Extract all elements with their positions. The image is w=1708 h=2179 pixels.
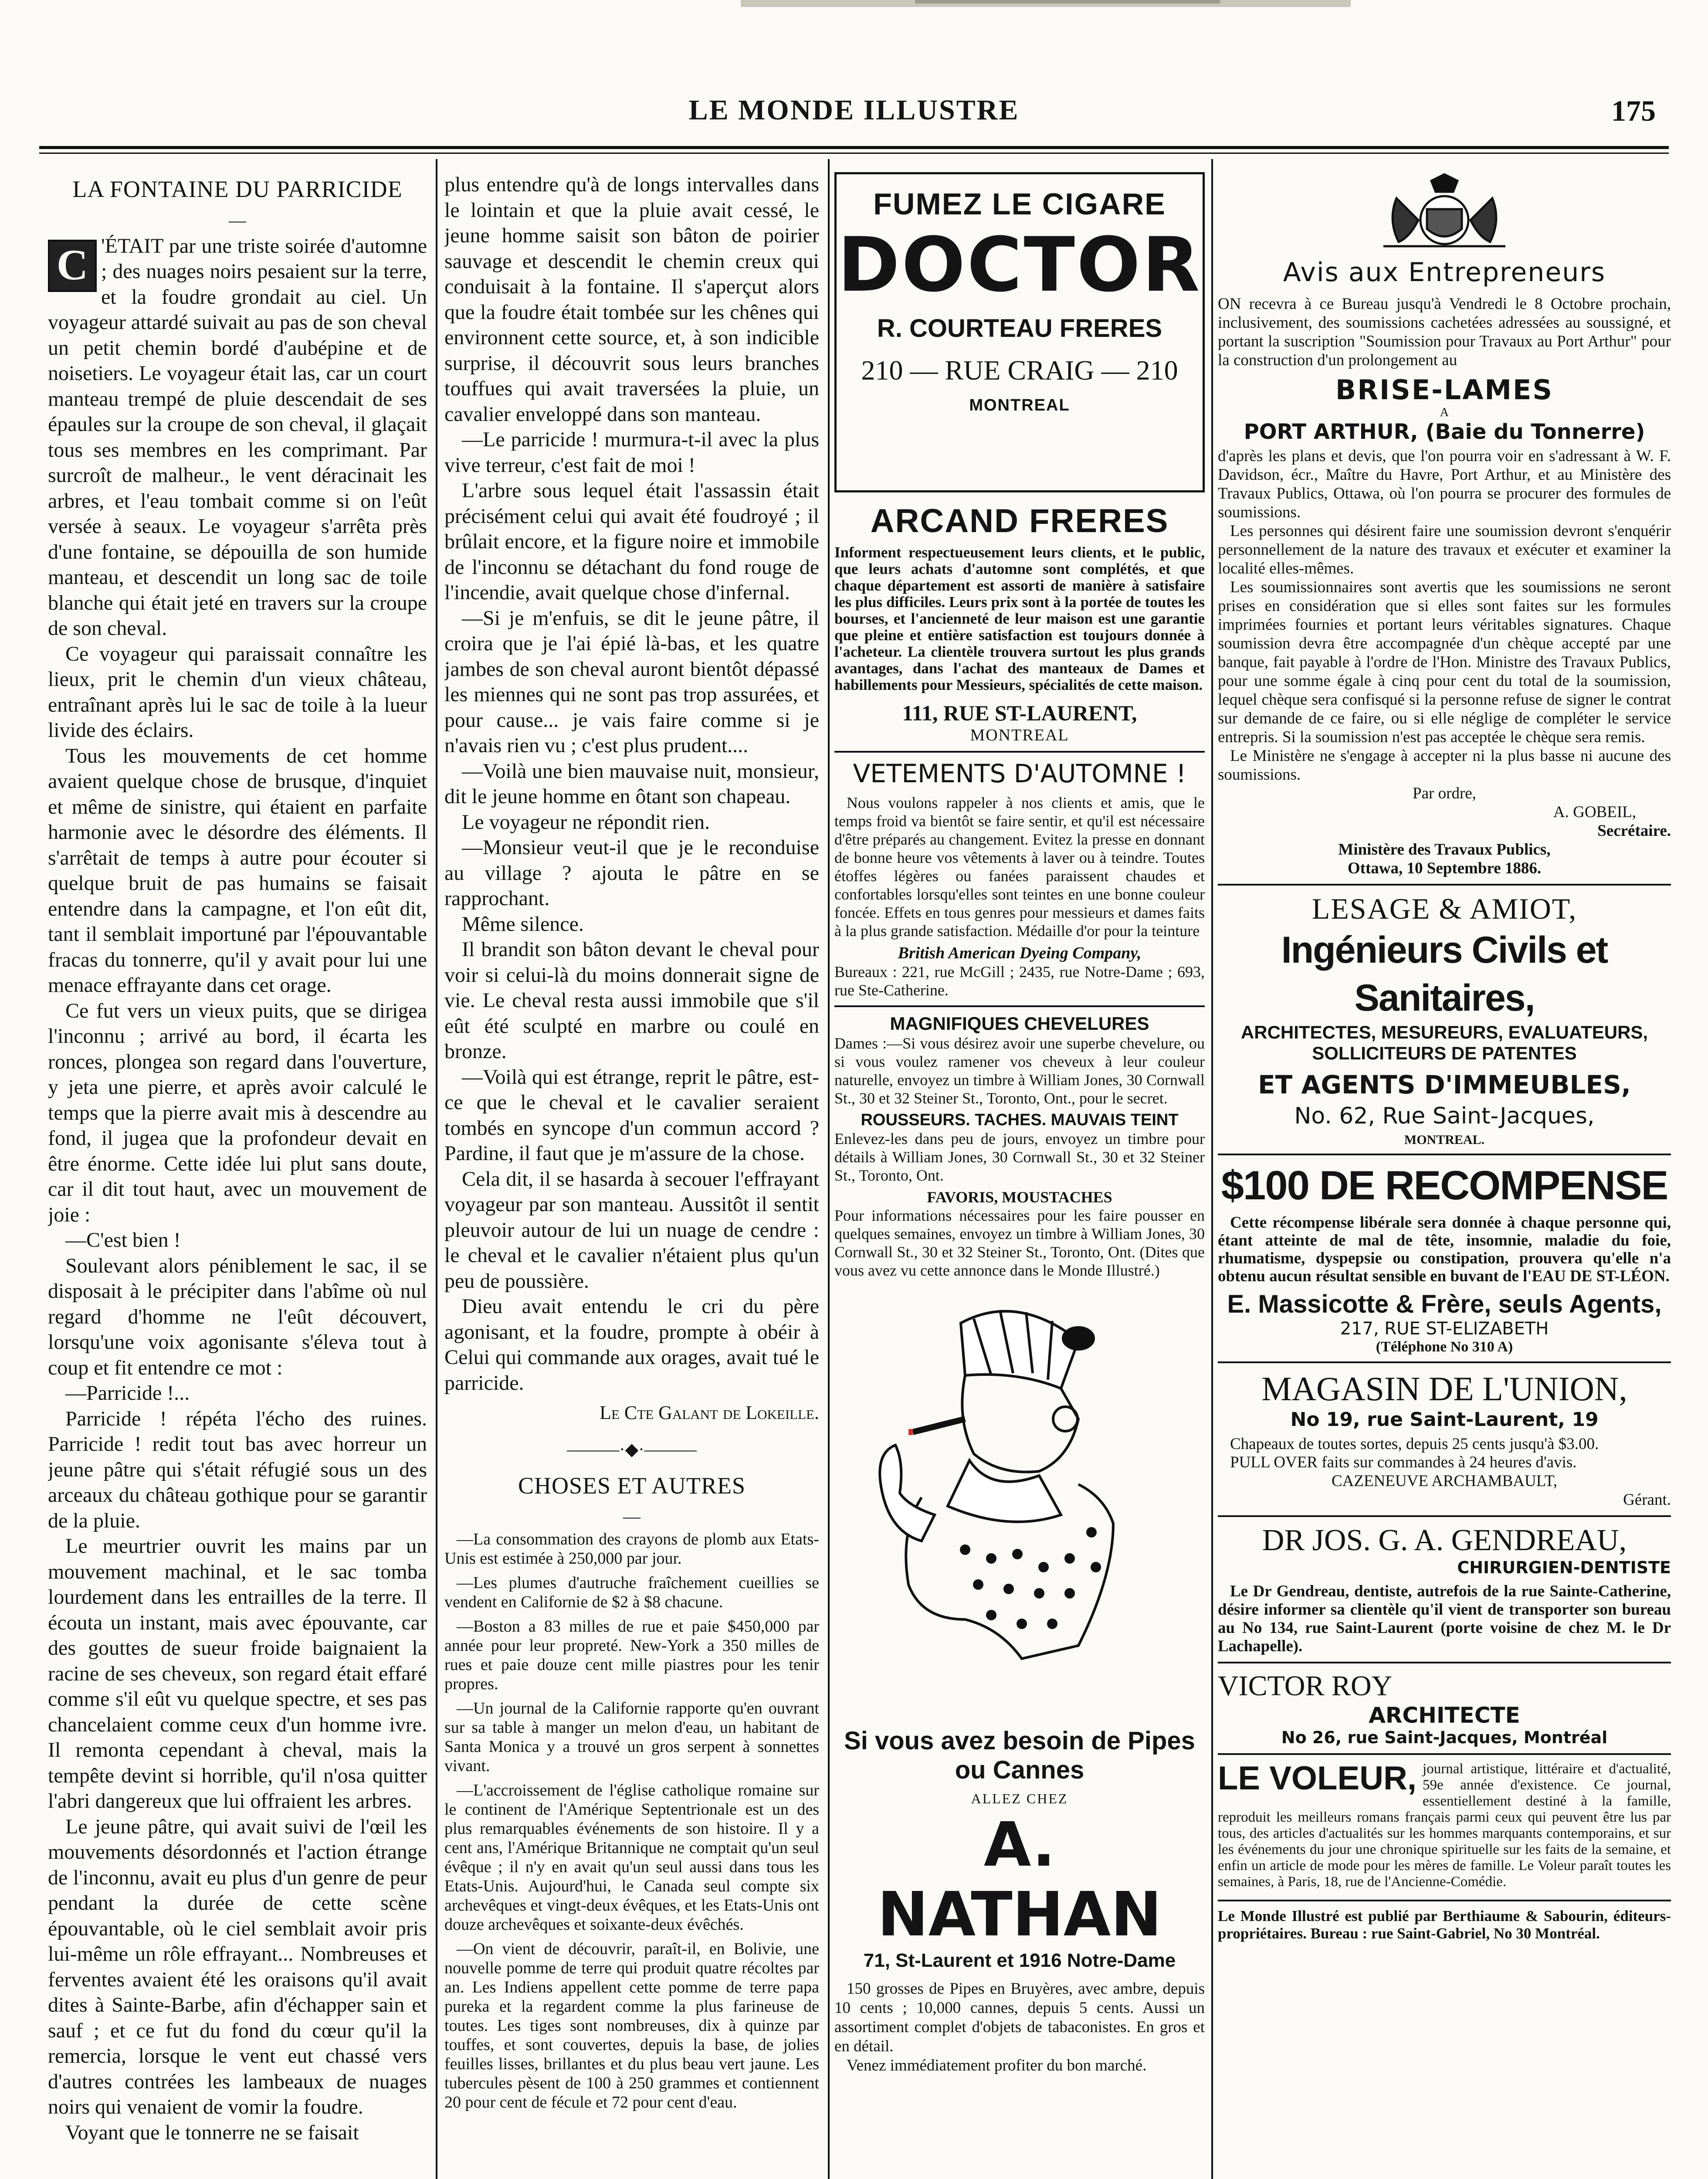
- story-signature: Le Cte Galant de Lokeille.: [600, 1402, 819, 1423]
- recompense-text: Cette récompense libérale sera donnée à chaque personne qui, étant atteinte de mal de tête, insomnie, maladie du foie, rhumatisme, dyspepsie ou constipation, prouvera qu'elle n'a obtenu aucun résultat sensible en buvant de l'EAU DE ST-LÉON.: [1218, 1214, 1671, 1285]
- voleur-ad: [1218, 1761, 1671, 1890]
- chevelures-title: MAGNIFIQUES CHEVELURES: [890, 1013, 1149, 1034]
- column-rule-1: [436, 159, 437, 2179]
- news-item: —Les plumes d'autruche fraîchement cueillies se vendent en Californie de $2 à $8 chacune.: [444, 1574, 819, 1611]
- paragraph: —C'est bien !: [65, 1229, 181, 1252]
- avis-text1: ON recevra à ce Bureau jusqu'à Vendredi le 8 Octobre prochain, inclusivement, des soumissions cachetées adressées au soussigné, et portant la suscription "Soumission pour Travaux au Port Arthur" pour la construction d'un prolongement au: [1218, 295, 1671, 369]
- voleur-text: journal artistique, littéraire et d'actualité, 59e année d'existence. Ce journal, essentiellement destiné à la famille, reproduit les meilleurs romans français parmi ceux qui peuvent être lus par tous, des articles d'actualités sur les hommes marquants contemporains, et sur les événements du jour une chronique spirituelle sur les faits de la semaine, et enfin un article de mode pour les mères de famille. Le Voleur paraît toutes les semaines, à Paris, 18, rue de l'Ancienne-Comédie.: [1218, 1761, 1671, 1890]
- gendreau-text: Le Dr Gendreau, dentiste, autrefois de la rue Sainte-Catherine, désire informer sa clientèle qu'il vient de transporter son bureau au No 134, rue Saint-Laurent (porte voisine de chez M. le Dr Lachapelle).: [1218, 1582, 1671, 1655]
- avis-big: BRISE-LAMES: [1335, 374, 1553, 406]
- arcand-title: ARCAND FRERES: [870, 502, 1169, 540]
- roy-ad: [1218, 1670, 1671, 1747]
- scan-noise-edge: [0, 0, 1708, 26]
- magasin-ad: [1218, 1369, 1671, 1509]
- roy-addr: No 26, rue Saint-Jacques, Montréal: [1281, 1728, 1608, 1747]
- nathan-text: 150 grosses de Pipes en Bruyères, avec ambre, depuis 10 cents ; 10,000 cannes, depuis 5 cents. Aussi un assortiment complet d'objets de tabaconistes. En gros et en détail.: [834, 1980, 1205, 2055]
- avis-a: A: [1440, 406, 1449, 419]
- lesage-city: MONTREAL.: [1404, 1133, 1485, 1147]
- paragraph: Ce fut vers un vieux puits, que se dirigea l'inconnu ; arrivé au bord, il écarta les ronces, plongea son regard dans l'ouverture, y jeta une pierre, et après avoir calculé le temps que la pierre avait mis à descendre au fond, il jugea que la profondeur devait en être énorme. Cette idée lui plut sans doute, car il dit tout haut, avec un mouvement de joie :: [48, 999, 427, 1226]
- paragraph: Voyant que le tonnerre ne se faisait: [65, 2121, 359, 2144]
- magasin-text: Chapeaux de toutes sortes, depuis 25 cents jusqu'à $3.00.: [1230, 1435, 1599, 1453]
- vetements-title: VETEMENTS D'AUTOMNE !: [853, 759, 1186, 788]
- avis-signer: A. GOBEIL,: [1553, 803, 1636, 821]
- paragraph: Le voyageur ne répondit rien.: [462, 810, 710, 834]
- news-item: —L'accroissement de l'église catholique romaine sur le continent de l'Amérique Septentrionale est un des plus remarquables événements de son histoire. Il y a cent ans, l'Amérique Britannique ne comptait qu'un seul évêque ; il n'y en avait qu'un seul aussi dans tous les Etats-Unis. Aujourd'hui, le Canada seul compte six archevêques et vingt-deux évêques, et les Etats-Unis ont douze archevêques et soixante-deux évêchés.: [444, 1781, 819, 1934]
- paragraph: —Parricide !...: [65, 1381, 190, 1405]
- paragraph: —Le parricide ! murmura-t-il avec la plus vive terreur, c'est fait de moi !: [444, 428, 819, 477]
- recompense-tel: (Téléphone No 310 A): [1376, 1339, 1513, 1355]
- news-item: —Un journal de la Californie rapporte qu'en ouvrant sur sa table à manger un melon d'eau, un habitant de Santa Monica y a trouvé un gros serpent à sonnettes vivant.: [444, 1699, 819, 1775]
- paragraph: plus entendre qu'à de longs intervalles dans le lointain et que la pluie avait cessé, le jeune homme saisit son bâton de poirier sauvage et descendit le chemin creux qui conduisait à la fontaine. Il s'aperçut alors que la foudre était tombée sur les chênes qui environnent cette source, et, à son indicible surprise, il découvrit sous leurs branches touffues qui avait traversées la pluie, un cavalier enveloppé dans son manteau.: [444, 173, 819, 426]
- chevelures-ad: [834, 1013, 1205, 1280]
- nathan-allez: ALLEZ CHEZ: [971, 1791, 1068, 1806]
- ad-separator: [1218, 884, 1671, 886]
- heading-ornament: —: [229, 210, 246, 230]
- cigar-city: MONTREAL: [969, 396, 1070, 414]
- avis-ad: [1218, 172, 1671, 878]
- paragraph: —Si je m'enfuis, se dit le jeune pâtre, il croira que je l'ai épié là-bas, et les quatre jambes de son cheval auront bientôt dépassé les miennes qui ne sont pas trop assurées, et pour cause... je vais faire comme si je n'avais rien vu ; c'est plus prudent....: [444, 606, 819, 757]
- nathan-headline: Si vous avez besoin de Pipes ou Cannes: [844, 1727, 1195, 1784]
- newspaper-title: LE MONDE ILLUSTRE: [688, 94, 1020, 126]
- recompense-agents: E. Massicotte & Frère, seuls Agents,: [1227, 1290, 1662, 1318]
- recompense-title: $100 DE RECOMPENSE: [1221, 1162, 1668, 1208]
- magasin-text2: PULL OVER faits sur commandes à 24 heures d'avis.: [1230, 1453, 1577, 1471]
- roy-sub: ARCHITECTE: [1369, 1703, 1520, 1728]
- ad-separator: [1218, 1662, 1671, 1663]
- header-rule: [39, 146, 1669, 149]
- cigar-maker: R. COURTEAU FRERES: [877, 314, 1162, 343]
- rousseurs-text: Enlevez-les dans peu de jours, envoyez un timbre pour détails à William Jones, 30 Cornwall St., 30 et 32 Steiner St., Toronto, Ont.: [834, 1130, 1205, 1184]
- avis-text3: Les personnes qui désirent faire une soumission devront s'enquérir personnellement de la nature des travaux et exécuter et examiner la localité elles-mêmes.: [1218, 522, 1671, 577]
- page-number: 175: [1611, 94, 1656, 127]
- arcand-city: MONTREAL: [970, 726, 1069, 744]
- news-item: —On vient de découvrir, paraît-il, en Bolivie, une nouvelle pomme de terre qui produit quatre récoltes par an. Les Indiens appellent cette pomme de terre papa pureka et la regardent comme la plus farineuse de toutes. Les tiges sont nombreuses, dix à quinze par touffes, et sont couvertes, depuis la base, de jolies feuilles lisses, brillantes et du plus beau vert jaune. Les tubercules pèsent de 100 à 250 grammes et contiennent 20 pour cent de fécule et 72 pour cent d'eau.: [444, 1940, 819, 2111]
- lesage-name: LESAGE & AMIOT,: [1312, 892, 1577, 925]
- paragraph: —Voilà qui est étrange, reprit le pâtre, est-ce que le cheval et le cavalier seraient tombés en syncope d'un commun accord ? Pardine, il faut que je m'assure de la chose.: [444, 1065, 819, 1165]
- paragraph: Dieu avait entendu le cri du père agonisant, et la foudre, prompte à obéir à Celui qui commande aux orages, avait tué le parricide.: [444, 1295, 819, 1395]
- column-4: [1218, 172, 1671, 2179]
- coat-of-arms-icon: [1357, 172, 1532, 255]
- gendreau-sub: CHIRURGIEN-DENTISTE: [1457, 1558, 1671, 1577]
- ad-separator: [834, 1005, 1205, 1007]
- news-item: —La consommation des crayons de plomb aux Etats-Unis est estimée à 250,000 par jour.: [444, 1530, 819, 1568]
- story-heading: LA FONTAINE DU PARRICIDE: [72, 176, 403, 202]
- favoris-title: FAVORIS, MOUSTACHES: [927, 1188, 1112, 1206]
- lesage-title: Ingénieurs Civils et Sanitaires,: [1281, 929, 1608, 1019]
- avis-date: Ottawa, 10 Septembre 1886.: [1347, 859, 1542, 877]
- paragraph: —Monsieur veut-il que je le reconduise au village ? ajouta le pâtre en se rapprochant.: [444, 836, 819, 910]
- magasin-owner: CAZENEUVE ARCHAMBAULT,: [1331, 1472, 1558, 1490]
- section-heading: CHOSES ET AUTRES: [518, 1472, 746, 1499]
- dyeing-company: British American Dyeing Company,: [898, 944, 1142, 962]
- recompense-addr: 217, RUE ST-ELIZABETH: [1340, 1319, 1549, 1339]
- lesage-ad: [1218, 892, 1671, 1147]
- column-rule-3: [1211, 159, 1213, 2179]
- paragraph: Soulevant alors péniblement le sac, il se disposait à le précipiter dans l'abîme où nul regard d'homme ne l'eût découvert, lorsqu'une voix agonisante s'éleva tout à coup et fit entendre ce mot :: [48, 1254, 427, 1379]
- magasin-addr: No 19, rue Saint-Laurent, 19: [1290, 1409, 1599, 1431]
- nathan-ad: [834, 1288, 1205, 2075]
- avis-role: Secrétaire.: [1597, 822, 1671, 840]
- ad-separator: [1218, 1753, 1671, 1755]
- ad-separator: [1218, 1361, 1671, 1363]
- chevelures-text: Dames :—Si vous désirez avoir une superbe chevelure, ou si vous voulez ramener vos cheveux à leur couleur naturelle, envoyez un timbre à William Jones, 30 Cornwall St., 30 et 32 Steiner St., Toronto, Ont., pour le secret.: [834, 1035, 1205, 1107]
- paragraph: Ce voyageur qui paraissait connaître les lieux, prit le chemin d'un vieux château, entraînant après lui le sac de toile à la lueur livide des éclairs.: [48, 642, 427, 742]
- publisher-notice: Le Monde Illustré est publié par Berthiaume & Sabourin, éditeurs-propriétaires. Bureau : rue Saint-Gabriel, No 30 Montréal.: [1218, 1907, 1671, 1942]
- paragraph: Cela dit, il se hasarda à secouer l'effrayant voyageur par son manteau. Aussitôt il sentit pleuvoir autour de lui un nuage de cendre : le cheval et le cavalier n'étaient plus qu'un peu de poussière.: [444, 1167, 819, 1293]
- paragraph: —Voilà une bien mauvaise nuit, monsieur, dit le jeune homme en ôtant son chapeau.: [444, 759, 819, 808]
- column-2: [444, 172, 819, 2179]
- cigar-brand: DOCTOR: [837, 221, 1202, 309]
- nathan-text2: Venez immédiatement profiter du bon marché.: [847, 2057, 1147, 2074]
- paragraph: Parricide ! répéta l'écho des ruines. Parricide ! redit tout bas avec horreur un jeune pâtre qui s'était réfugié sous un des arceaux du château gothique pour se garantir de la pluie.: [48, 1407, 427, 1532]
- paragraph: L'arbre sous lequel était l'assassin était précisément celui qui avait été foudroyé ; il brûlait encore, et la figure noire et immobile de l'inconnu se détachant du fond rouge de l'incendie, avait quelque chose d'infernal.: [444, 479, 819, 604]
- header-rule-thin: [39, 153, 1669, 154]
- arcand-text: Informent respectueusement leurs clients, et le public, que leurs achats d'automne sont complétés, et que chaque département est assorti de manière à satisfaire les plus difficiles. Leurs prix sont à la portée de toutes les bourses, et l'ancienneté de leur maison est une garantie que pleine et entière satisfaction est toujours donnée à l'acheteur. La clientèle trouvera surtout les plus grands avantages, dans l'achat des manteaux de Dames et habillements pour Messieurs, spécialités de cette maison.: [834, 544, 1205, 693]
- paragraph: Même silence.: [462, 912, 584, 936]
- magasin-title: MAGASIN DE L'UNION,: [1261, 1370, 1627, 1408]
- recompense-ad: [1218, 1161, 1671, 1355]
- gendreau-ad: [1218, 1523, 1671, 1656]
- roy-title: VICTOR ROY: [1218, 1670, 1393, 1702]
- lesage-sub3: ET AGENTS D'IMMEUBLES,: [1258, 1070, 1631, 1100]
- gendreau-title: DR JOS. G. A. GENDREAU,: [1262, 1524, 1627, 1557]
- avis-text2: d'après les plans et devis, que l'on pourra voir en s'adressant à W. F. Davidson, écr., Maître du Havre, Port Arthur, et au Ministère des Travaux Publics, Ottawa, où l'on pourra se procurer des formules de soumissions.: [1218, 447, 1671, 521]
- voleur-title: LE VOLEUR,: [1218, 1760, 1417, 1797]
- avis-text5: Le Ministère ne s'engage à accepter ni la plus basse ni aucune des soumissions.: [1218, 747, 1671, 784]
- cigar-address: 210 — RUE CRAIG — 210: [861, 355, 1178, 386]
- section-ornament: ———·◆·———: [567, 1439, 697, 1459]
- cigar-ad: [834, 172, 1205, 492]
- rousseurs-title: ROUSSEURS. TACHES. MAUVAIS TEINT: [861, 1111, 1179, 1129]
- ad-separator: [1218, 1900, 1671, 1901]
- dyeing-bureaux: Bureaux : 221, rue McGill ; 2435, rue Notre-Dame ; 693, rue Ste-Catherine.: [834, 963, 1205, 999]
- paragraph: Il brandit son bâton devant le cheval pour voir si celui-là du moins donnerait signe de vie. Le cheval resta aussi immobile que s'il eût été sculpté en marbre ou coulé en bronze.: [444, 938, 819, 1063]
- column-3: [834, 172, 1205, 2179]
- ad-separator: [834, 751, 1205, 753]
- avis-dept: Ministère des Travaux Publics,: [1338, 841, 1551, 859]
- avis-title: Avis aux Entrepreneurs: [1283, 257, 1606, 288]
- drop-cap: C: [48, 240, 97, 292]
- nathan-name: A. NATHAN: [877, 1809, 1162, 1950]
- cigar-line1: FUMEZ LE CIGARE: [873, 187, 1166, 221]
- ad-separator: [1218, 1154, 1671, 1155]
- nathan-address: 71, St-Laurent et 1916 Notre-Dame: [863, 1950, 1176, 1971]
- paragraph: Le meurtrier ouvrit les mains par un mouvement machinal, et le sac tomba lourdement dans les entrailles de la terre. Il écouta un instant, mais avec épouvante, car des gouttes de sueur froide baignaient la racine de ses cheveux, son regard était effaré comme s'il eût vu quelque spectre, et ses pas chancelaient comme ceux d'un homme ivre. Il remonta cependant à cheval, mais la tempête devint si horrible, qu'il n'osa quitter l'abri dangereux que lui offraient les arbres.: [48, 1534, 427, 1812]
- lesage-addr: No. 62, Rue Saint-Jacques,: [1294, 1103, 1595, 1129]
- vetements-text: Nous voulons rappeler à nos clients et amis, que le temps froid va bientôt se faire sentir, et qu'il est nécessaire d'être préparés au changement. Evitez la presse en donnant de bonne heure vos vêtements à laver ou à teindre. Toutes étoffes légères ou fanées paraissent chaudes et confortables lorsqu'elles sont teintes en une bonne couleur foncée. Effets en tous genres pour messieurs et dames faits à la plus grande satisfaction. Médaille d'or pour la teinture: [834, 794, 1205, 940]
- news-item: —Boston a 83 milles de rue et paie $450,000 par année pour leur propreté. New-York a 350 milles de rues et paie douze cent mille piastres pour les tenir propres.: [444, 1617, 819, 1693]
- avis-text4: Les soumissionnaires sont avertis que les soumissions ne seront prises en considération que si elles sont faites sur les formules imprimées fournies et portant leurs véritables signatures. Chaque soumission devra être accompagnée d'un chèque accepté par une banque, fait payable à l'ordre de l'Hon. Ministre des Travaux Publics, pour une somme égale à cinq pour cent du total de la soumission, lequel chèque sera confisqué si la personne refuse de signer le contrat sur demande de ce faire, ou si elle néglige de compléter le service entrepris. Si la soumission n'est pas acceptée le chèque sera remis.: [1218, 578, 1671, 746]
- paragraph: 'ÉTAIT par une triste soirée d'automne ; des nuages noirs pesaient sur la terre, et la foudre grondait au ciel. Un voyageur attardé suivait au pas de son cheval un petit chemin bordé d'aubépine et de noisetiers. Le voyageur était las, car un court manteau trempé de pluie descendait de ses épaules sur la croupe de son cheval, il glaçait tous ses membres en les comprimant. Par surcroît de malheur., le vent déracinait les arbres, et l'eau tombait comme si on l'eût versée à seaux. Le voyageur s'arrêta près d'une fontaine, se dépouilla de son humide manteau, et descendit un long sac de toile blanche qui était jeté en travers sur la croupe de son cheval.: [48, 234, 427, 640]
- masthead: [0, 0, 1708, 148]
- paragraph: Le jeune pâtre, qui avait suivi de l'œil les mouvements désordonnés et l'action étrange de l'inconnu, avait eu plus d'un genre de peur pendant la durée de cette scène épouvantable, où le ciel semblait avoir pris lui-même un rôle effrayant... Nombreuses et ferventes avaient été les oraisons qu'il avait dites à Sainte-Barbe, afin d'échapper sain et sauf ; et ce fut du fond du cœur qu'il la remercia, lorsque le vent eut chassé vers d'autres contrées les lambeaux de nuages noirs qui venaient de vomir la foudre.: [48, 1815, 427, 2118]
- column-1: [48, 172, 427, 2179]
- arcand-ad: [834, 502, 1205, 745]
- favoris-text: Pour informations nécessaires pour les faire pousser en quelques semaines, envoyez un timbre à William Jones, 30 Cornwall St., 30 et 32 Steiner St., Toronto, Ont. (Dites que vous avez vu cette annonce dans le Monde Illustré.): [834, 1207, 1205, 1279]
- ad-separator: [1218, 1515, 1671, 1517]
- vetements-ad: [834, 759, 1205, 999]
- column-rule-2: [828, 159, 830, 2179]
- magasin-role: Gérant.: [1623, 1491, 1671, 1509]
- heading-ornament: —: [623, 1507, 640, 1526]
- lesage-sub2: SOLLICITEURS DE PATENTES: [1312, 1043, 1577, 1063]
- lesage-sub1: ARCHITECTES, MESUREURS, EVALUATEURS,: [1240, 1022, 1648, 1042]
- avis-place: PORT ARTHUR, (Baie du Tonnerre): [1244, 420, 1645, 444]
- avis-order: Par ordre,: [1413, 784, 1476, 802]
- paragraph: Tous les mouvements de cet homme avaient quelque chose de brusque, d'inquiet et même de sinistre, qui étaient en parfaite harmonie avec le désordre des éléments. Il s'arrêtait de temps à autre pour écouter si quelque bruit de pas humains se faisait entendre dans la campagne, et l'on eût dit, tant il semblait importuné par l'épouvantable fracas du tonnerre, qu'il y avait pour lui une menace effrayante dans cet orage.: [48, 744, 427, 997]
- arcand-address: 111, RUE ST-LAURENT,: [902, 701, 1137, 725]
- smoking-man-illustration: [834, 1288, 1205, 1724]
